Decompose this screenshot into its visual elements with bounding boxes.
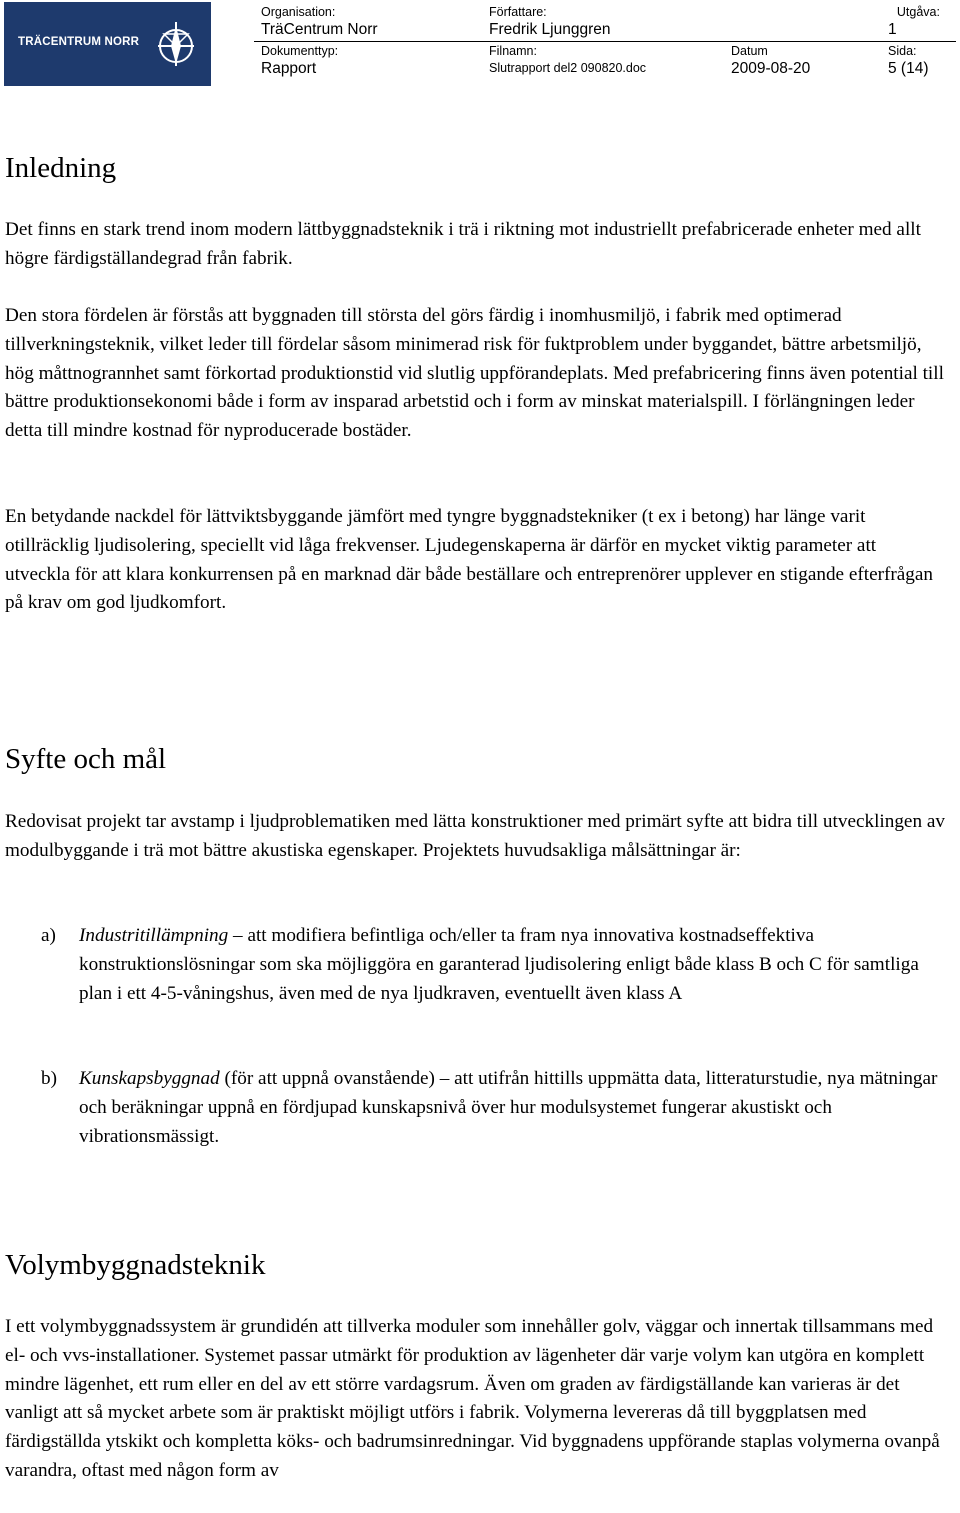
date-value: 2009-08-20	[731, 60, 811, 77]
edition-label: Utgåva:	[896, 5, 940, 19]
filename-value: Slutrapport del2 090820.doc	[489, 61, 647, 75]
page-value: 5 (14)	[888, 60, 929, 77]
filename-label: Filnamn:	[489, 44, 537, 58]
organisation-value: TräCentrum Norr	[261, 21, 378, 38]
page-label: Sida:	[888, 44, 917, 58]
doctype-value: Rapport	[261, 60, 317, 77]
list-item-term: Kunskapsbyggnad	[79, 1068, 220, 1089]
header-divider	[254, 41, 956, 42]
list-item-body: (för att uppnå ovanstående) – att utifrån hittills uppmätta data, litteraturstudie, nya mätningar och beräkningar uppnå en fördjupad kunskapsnivå över hur modulsystemet fungerar akustiskt och vibrationsmässigt.	[79, 1068, 938, 1147]
heading-inledning: Inledning	[5, 152, 117, 184]
compass-star-icon	[154, 20, 198, 68]
logo-wordmark: TRÄCENTRUM NORR	[18, 36, 140, 48]
paragraph: I ett volymbyggnadssystem är grundidén att tillverka moduler som innehåller golv, väggar och innertak tillsammans med el- och vvs-installationer. Systemet passar utmärkt för produktion av lägenheter där varje volym kan utgöra en komplett mindre lägenhet, ett rum eller en del av ett större vardagsrum. Även om graden av färdigställande kan varieras är det vanligt att så mycket arbete som är praktiskt möjligt utförs i fabrik. Volymerna levereras då till byggplatsen med färdigställda ytskikt och kompletta köks- och badrumsinredningar. Vid byggnadens uppförande staplas volymerna ovanpå varandra, oftast med någon form av	[5, 1316, 940, 1481]
edition-value: 1	[888, 21, 897, 38]
author-label: Författare:	[489, 5, 547, 19]
paragraph: En betydande nackdel för lättviktsbyggande jämfört med tyngre byggnadstekniker (t ex i betong) har länge varit otillräcklig ljudisolering, speciellt vid låga frekvenser. Ljudegenskaperna är därför en mycket viktig parameter att utveckla för att klara konkurrensen på en marknad där både beställare och entreprenörer upplever en stigande efterfrågan på krav om god ljudkomfort.	[5, 506, 934, 614]
list-marker: b)	[41, 1068, 57, 1089]
heading-volymbyggnadsteknik: Volymbyggnadsteknik	[5, 1249, 266, 1281]
list-item-term: Industritillämpning	[79, 925, 229, 946]
list-marker: a)	[41, 925, 56, 946]
organisation-label: Organisation:	[261, 5, 336, 19]
doctype-label: Dokumenttyp:	[261, 44, 339, 58]
list-item-body: – att modifiera befintliga och/eller ta fram nya innovativa kostnadseffektiva konstruktionslösningar som ska möjliggöra en garanterad ljudisolering enligt både klass B och C för samtliga plan i ett 4-5-våningshus, även med de nya ljudkraven, eventuellt även klass A	[79, 925, 919, 1004]
document-header	[4, 2, 956, 86]
author-value: Fredrik Ljunggren	[489, 21, 611, 38]
paragraph: Den stora fördelen är förstås att byggnaden till största del görs färdig i inomhusmiljö, i fabrik med optimerad tillverkningsteknik, vilket leder till fördelar såsom minimerad risk för fuktproblem under byggandet, bättre arbetsmiljö, hög måttnogrannhet samt förkortad produktionstid vid slutlig uppförandeplats. Med prefabricering finns även potential till bättre produktionsekonomi både i form av insparad arbetstid och i form av minskat materialspill. I förlängningen leder detta till mindre kostnad för nyproducerade bostäder.	[5, 305, 944, 442]
date-label: Datum	[731, 44, 768, 58]
paragraph: Redovisat projekt tar avstamp i ljudproblematiken med lätta konstruktioner med primärt syfte att bidra till utvecklingen av modulbyggande i trä mot bättre akustiska egenskaper. Projektets huvudsakliga målsättningar är:	[5, 811, 945, 861]
tracentrum-logo	[4, 2, 211, 86]
list-item-text	[79, 1065, 947, 1151]
heading-syfte-och-mal: Syfte och mål	[5, 743, 167, 775]
paragraph: Det finns en stark trend inom modern lättbyggnadsteknik i trä i riktning mot industriellt prefabricerade enheter med allt högre färdigställandegrad från fabrik.	[5, 219, 921, 269]
list-item-text	[79, 922, 947, 1008]
